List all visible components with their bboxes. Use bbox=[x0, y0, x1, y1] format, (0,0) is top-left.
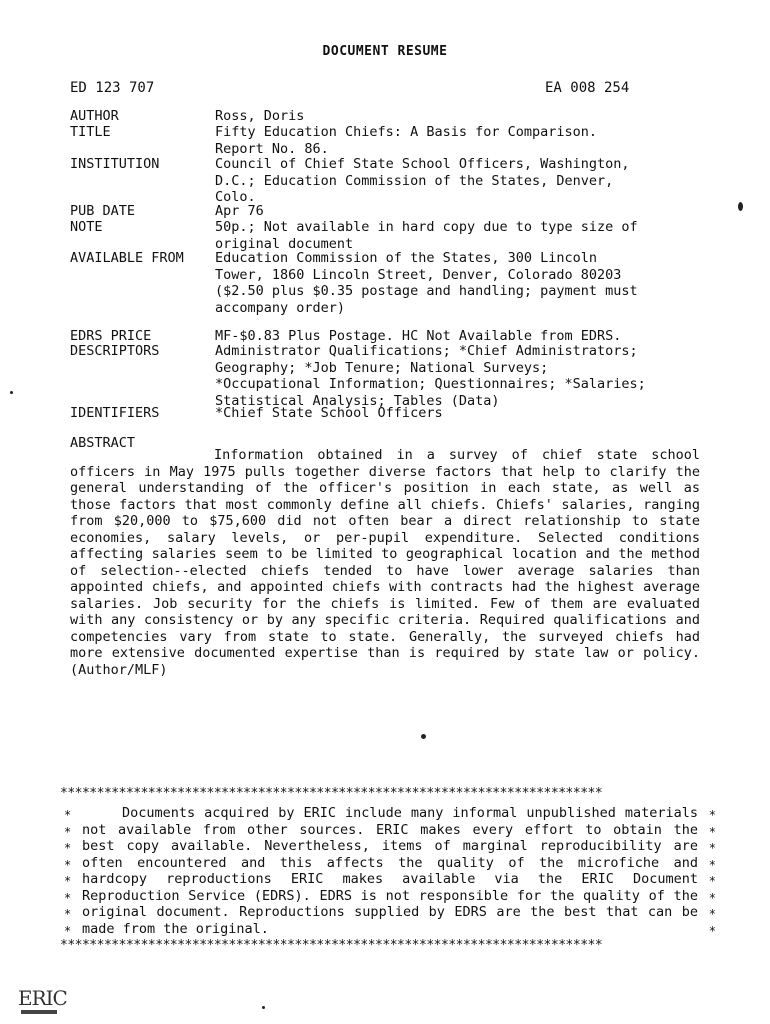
field-label: DESCRIPTORS bbox=[70, 343, 160, 359]
field-label: EDRS PRICE bbox=[70, 328, 152, 344]
notice-left-border: * * * * * * * * bbox=[64, 808, 72, 938]
field-value: Administrator Qualifications; *Chief Administrators; Geography; *Job Tenure; National Surveys; *Occupational Information; Questionnaires; *Salaries; Statistical Analysis; Tables (Data) bbox=[215, 343, 646, 409]
ea-number: EA 008 254 bbox=[545, 80, 630, 96]
notice-body bbox=[60, 801, 720, 939]
eric-logo-text: ERIC bbox=[18, 986, 67, 1010]
eric-logo bbox=[18, 986, 67, 1016]
field-label: TITLE bbox=[70, 124, 111, 140]
field-value: Ross, Doris bbox=[215, 108, 305, 124]
document-title: DOCUMENT RESUME bbox=[322, 44, 448, 59]
scan-speck bbox=[262, 1006, 265, 1009]
field-value: Fifty Education Chiefs: A Basis for Comparison. Report No. 86. bbox=[215, 124, 598, 157]
field-value: MF-$0.83 Plus Postage. HC Not Available from EDRS. bbox=[215, 328, 622, 344]
field-label: IDENTIFIERS bbox=[70, 405, 160, 421]
field-value: 50p.; Not available in hard copy due to type size of original document bbox=[215, 219, 638, 252]
notice-top-border: ************************************************************************** bbox=[60, 787, 603, 801]
scan-speck bbox=[738, 202, 743, 211]
field-value: *Chief State School Officers bbox=[215, 405, 443, 421]
eric-notice-box bbox=[60, 787, 720, 953]
field-value: Education Commission of the States, 300 Lincoln Tower, 1860 Lincoln Street, Denver, Colorado 80203 ($2.50 plus $0.35 postage and handling; payment must accompany order) bbox=[215, 250, 638, 316]
abstract-text: Information obtained in a survey of chief state school officers in May 1975 pulls together diverse factors that help to clarify the general understanding of the officer's position in each state, as well as those factors that most commonly define all chiefs. Chiefs' salaries, ranging from $20,000 to $75,600 did not often bear a direct relationship to state economies, salary levels, or per-pupil expenditure. Selected conditions affecting salaries seem to be limited to geographical location and the method of selection--elected chiefs tended to have lower average salaries than appointed chiefs, and appointed chiefs with contracts had the highest average salaries. Job security for the chiefs is limited. Few of them are evaluated with any consistency or by any specific criteria. Required qualifications and competencies vary from state to state. Generally, the surveyed chiefs had more extensive documented expertise than is required by state law or policy. (Author/MLF) bbox=[70, 447, 700, 678]
notice-bottom-border: ************************************************************************** bbox=[60, 939, 603, 953]
abstract-label: ABSTRACT bbox=[70, 435, 136, 451]
field-label: AUTHOR bbox=[70, 108, 119, 124]
field-label: INSTITUTION bbox=[70, 156, 160, 172]
scan-speck bbox=[10, 391, 13, 394]
field-value: Apr 76 bbox=[215, 203, 264, 219]
notice-text: Documents acquired by ERIC include many informal unpublished materials not available from other sources. ERIC makes every effort to obtain the best copy available. Nevertheless, items of marginal reproducibility are often encountered and this affects the quality of the microfiche and hardcopy reproductions ERIC makes available via the ERIC Document Reproduction Service (EDRS). EDRS is not responsible for the quality of the original document. Reproductions supplied by EDRS are the best that can be made from the original. bbox=[82, 805, 698, 937]
eric-logo-bar bbox=[21, 1010, 57, 1014]
field-value: Council of Chief State School Officers, Washington, D.C.; Education Commission of the States, Denver, Colo. bbox=[215, 156, 630, 205]
field-label: AVAILABLE FROM bbox=[70, 250, 184, 266]
field-label: PUB DATE bbox=[70, 203, 136, 219]
field-label: NOTE bbox=[70, 219, 103, 235]
scan-speck bbox=[421, 734, 426, 739]
ed-number: ED 123 707 bbox=[70, 80, 155, 96]
notice-right-border: * * * * * * * * bbox=[708, 808, 716, 938]
